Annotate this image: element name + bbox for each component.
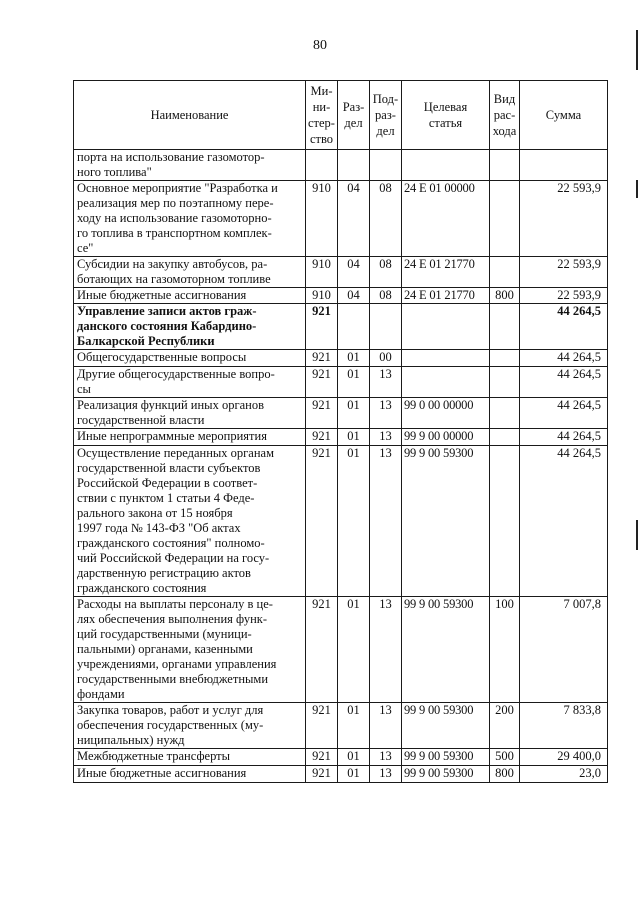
row-section <box>338 150 370 181</box>
row-subsection: 13 <box>370 703 402 749</box>
row-section <box>338 304 370 350</box>
row-sum: 44 264,5 <box>520 367 608 398</box>
row-target: 24 Е 01 00000 <box>402 181 490 257</box>
row-name: Управление записи актов граж- данского состояния Кабардино- Балкарской Республики <box>74 304 306 350</box>
row-sum: 29 400,0 <box>520 749 608 766</box>
header-subsection-label: Под- раз- дел <box>372 92 399 138</box>
margin-mark <box>636 520 638 550</box>
row-ministry: 921 <box>306 446 338 597</box>
row-section: 04 <box>338 257 370 288</box>
table-row <box>74 703 608 749</box>
table-header-row <box>74 81 608 150</box>
row-expense-type: 800 <box>490 766 520 783</box>
row-section: 01 <box>338 749 370 766</box>
row-name: Иные непрограммные мероприятия <box>74 429 306 446</box>
header-ministry <box>306 81 338 150</box>
row-ministry: 921 <box>306 766 338 783</box>
header-target <box>402 81 490 150</box>
row-name: Иные бюджетные ассигнования <box>74 288 306 304</box>
margin-mark <box>636 180 638 198</box>
row-target <box>402 304 490 350</box>
row-ministry: 910 <box>306 257 338 288</box>
row-expense-type <box>490 367 520 398</box>
row-ministry: 921 <box>306 703 338 749</box>
table-row <box>74 749 608 766</box>
table-row-bold <box>74 304 608 350</box>
row-name: Общегосударственные вопросы <box>74 350 306 367</box>
row-target <box>402 367 490 398</box>
row-expense-type: 800 <box>490 288 520 304</box>
row-subsection: 08 <box>370 257 402 288</box>
margin-mark <box>636 30 638 70</box>
row-sum <box>520 150 608 181</box>
row-section: 01 <box>338 597 370 703</box>
table-row <box>74 150 608 181</box>
table-row <box>74 350 608 367</box>
row-name: Осуществление переданных органам государственной власти субъектов Российской Федерации в соответ- ствии с пунктом 1 статьи 4 Феде- рального закона от 15 ноября 1997 года № 143-ФЗ "Об актах гражданского состояния" полномо- чий Российской Федерации на госу- дарственную регистрацию актов гражданского состояния <box>74 446 306 597</box>
header-expense-type-label: Вид рас- хода <box>492 92 517 138</box>
row-expense-type <box>490 446 520 597</box>
row-subsection <box>370 150 402 181</box>
row-sum: 22 593,9 <box>520 257 608 288</box>
row-target: 99 9 00 59300 <box>402 766 490 783</box>
row-expense-type <box>490 398 520 429</box>
row-subsection: 08 <box>370 181 402 257</box>
row-sum: 22 593,9 <box>520 181 608 257</box>
row-sum: 22 593,9 <box>520 288 608 304</box>
row-name: Субсидии на закупку автобусов, ра- ботающих на газомоторном топливе <box>74 257 306 288</box>
row-expense-type: 500 <box>490 749 520 766</box>
row-section: 04 <box>338 181 370 257</box>
row-sum: 7 007,8 <box>520 597 608 703</box>
row-target <box>402 350 490 367</box>
row-subsection: 13 <box>370 766 402 783</box>
table-row <box>74 766 608 783</box>
row-section: 01 <box>338 703 370 749</box>
row-subsection: 13 <box>370 367 402 398</box>
table-row <box>74 181 608 257</box>
header-sum <box>520 81 608 150</box>
row-sum: 44 264,5 <box>520 429 608 446</box>
row-subsection: 00 <box>370 350 402 367</box>
table-row <box>74 597 608 703</box>
header-section <box>338 81 370 150</box>
row-section: 01 <box>338 398 370 429</box>
row-subsection: 13 <box>370 429 402 446</box>
row-expense-type: 100 <box>490 597 520 703</box>
row-section: 01 <box>338 350 370 367</box>
row-expense-type <box>490 181 520 257</box>
row-name: Реализация функций иных органов государственной власти <box>74 398 306 429</box>
row-target: 99 9 00 59300 <box>402 749 490 766</box>
table-row <box>74 367 608 398</box>
header-expense-type <box>490 81 520 150</box>
table-row <box>74 257 608 288</box>
row-ministry: 921 <box>306 350 338 367</box>
row-target <box>402 150 490 181</box>
row-name: Иные бюджетные ассигнования <box>74 766 306 783</box>
row-sum: 23,0 <box>520 766 608 783</box>
row-name: Межбюджетные трансферты <box>74 749 306 766</box>
row-sum: 7 833,8 <box>520 703 608 749</box>
row-ministry: 910 <box>306 288 338 304</box>
header-section-label: Раз- дел <box>342 100 365 130</box>
row-expense-type <box>490 304 520 350</box>
row-ministry: 921 <box>306 749 338 766</box>
row-ministry: 921 <box>306 304 338 350</box>
row-section: 01 <box>338 766 370 783</box>
table-row <box>74 398 608 429</box>
row-section: 04 <box>338 288 370 304</box>
table-row <box>74 429 608 446</box>
row-section: 01 <box>338 446 370 597</box>
row-expense-type <box>490 257 520 288</box>
header-name <box>74 81 306 150</box>
row-target: 99 9 00 00000 <box>402 429 490 446</box>
row-expense-type <box>490 150 520 181</box>
row-name: Другие общегосударственные вопро- сы <box>74 367 306 398</box>
header-target-label: Целевая статья <box>423 100 468 130</box>
row-expense-type <box>490 350 520 367</box>
header-subsection <box>370 81 402 150</box>
row-subsection: 13 <box>370 398 402 429</box>
row-name: Закупка товаров, работ и услуг для обеспечения государственных (му- ниципальных) нужд <box>74 703 306 749</box>
row-ministry <box>306 150 338 181</box>
row-name: Основное мероприятие "Разработка и реализация мер по поэтапному пере- ходу на использование газомоторно- го топлива в транспортном комплек- се" <box>74 181 306 257</box>
row-target: 99 0 00 00000 <box>402 398 490 429</box>
row-ministry: 910 <box>306 181 338 257</box>
row-sum: 44 264,5 <box>520 350 608 367</box>
row-ministry: 921 <box>306 367 338 398</box>
row-target: 24 Е 01 21770 <box>402 288 490 304</box>
row-subsection: 13 <box>370 597 402 703</box>
page-number: 80 <box>313 38 327 53</box>
row-subsection: 08 <box>370 288 402 304</box>
row-expense-type <box>490 429 520 446</box>
row-section: 01 <box>338 367 370 398</box>
row-target: 99 9 00 59300 <box>402 703 490 749</box>
table-row <box>74 288 608 304</box>
header-sum-label: Сумма <box>545 108 582 122</box>
header-name-label: Наименование <box>150 108 229 122</box>
row-target: 24 Е 01 21770 <box>402 257 490 288</box>
row-target: 99 9 00 59300 <box>402 597 490 703</box>
row-ministry: 921 <box>306 597 338 703</box>
header-ministry-label: Ми- ни- стер- ство <box>308 84 335 146</box>
row-ministry: 921 <box>306 398 338 429</box>
budget-table <box>73 80 608 783</box>
row-sum: 44 264,5 <box>520 398 608 429</box>
row-section: 01 <box>338 429 370 446</box>
row-ministry: 921 <box>306 429 338 446</box>
row-sum: 44 264,5 <box>520 304 608 350</box>
row-subsection: 13 <box>370 446 402 597</box>
row-target: 99 9 00 59300 <box>402 446 490 597</box>
row-name: порта на использование газомотор- ного топлива" <box>74 150 306 181</box>
row-subsection: 13 <box>370 749 402 766</box>
row-name: Расходы на выплаты персоналу в це- лях обеспечения выполнения функ- ций государственными (муници- пальными) органами, казенными учреждениями, органами управления государственными внебюджетными фондами <box>74 597 306 703</box>
row-subsection <box>370 304 402 350</box>
row-sum: 44 264,5 <box>520 446 608 597</box>
table-row <box>74 446 608 597</box>
row-expense-type: 200 <box>490 703 520 749</box>
